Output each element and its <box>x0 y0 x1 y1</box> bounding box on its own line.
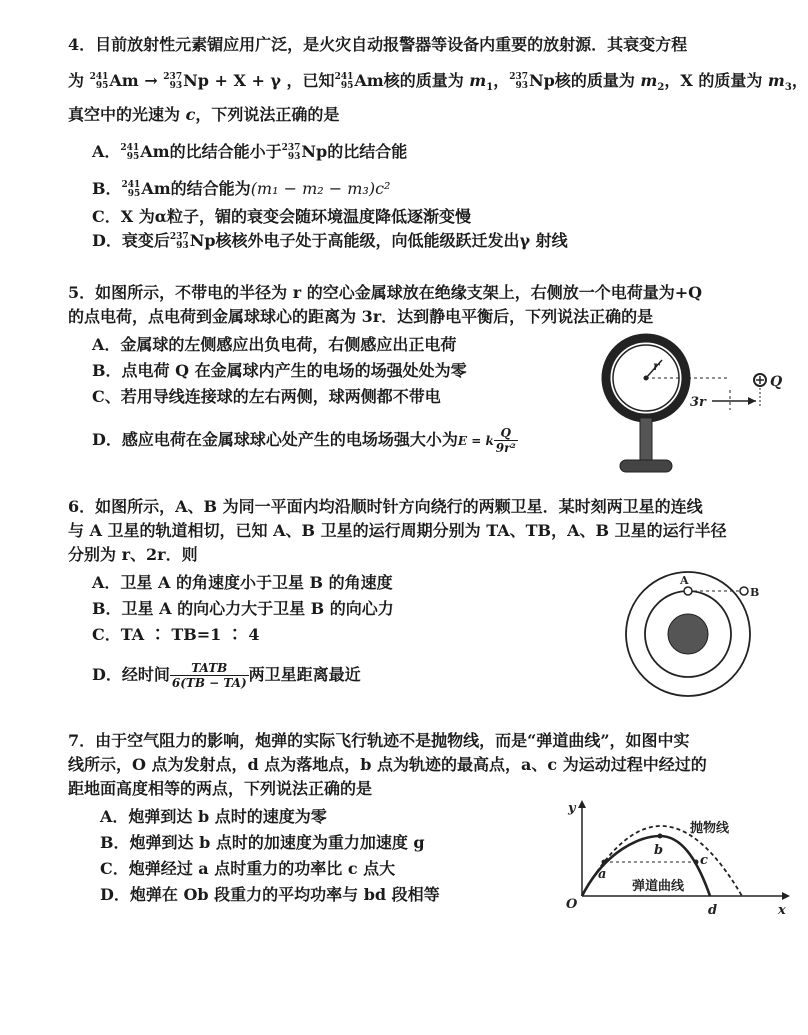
satellite-b <box>740 587 748 595</box>
q4-option-c: C．X 为α粒子，镅的衰变会随环境温度降低逐渐变慢 <box>92 207 472 226</box>
q5-option-b: B．点电荷 Q 在金属球内产生的电场的场强处处为零 <box>92 361 467 380</box>
np-isotope-prefix: 237 93 <box>163 71 183 91</box>
q5-option-a: A．金属球的左侧感应出负电荷，右侧感应出正电荷 <box>92 335 457 354</box>
q7-stem-line1: 7．由于空气阻力的影响，炮弹的实际飞行轨迹不是抛物线，而是“弹道曲线”，如图中实 <box>68 731 690 750</box>
q7-stem-line3: 距地面高度相等的两点，下列说法正确的是 <box>68 779 373 798</box>
stand-base <box>620 460 672 472</box>
radius-label: r <box>653 359 660 373</box>
distance-label: 3r <box>690 395 706 410</box>
q7-stem-line2: 线所示，O 点为发射点，d 点为落地点，b 点为轨迹的最高点，a、c 为运动过程中经过的 <box>68 755 707 774</box>
q4-stem-line3: 真空中的光速为 c，下列说法正确的是 <box>68 105 340 124</box>
q7-option-b: B．炮弹到达 b 点时的加速度为重力加速度 g <box>100 833 425 852</box>
q6-stem-line1: 6．如图所示，A、B 为同一平面内均沿顺时针方向绕行的两颗卫星．某时刻两卫星的连线 <box>68 497 703 516</box>
satellite-a <box>684 587 692 595</box>
charge-label: Q <box>770 374 783 390</box>
svg-text:d: d <box>708 903 718 918</box>
parabola-label: 抛物线 <box>690 821 730 836</box>
q6-option-d: D．经时间 $\frac{\text{TATB}}{6(TB - TA)}$ 两卫星距离最近 <box>92 661 361 690</box>
q5-option-c: C、若用导线连接球的左右两侧，球两侧都不带电 <box>92 387 441 406</box>
q4-option-b: B． 241 95 Am的结合能为(m₁ − m₂ − m₃)c² <box>92 179 391 199</box>
svg-text:y: y <box>568 801 576 816</box>
q4-equation-line: 为 241 95 Am → 237 93 Np + X + γ ，已知 241 95 Am核的质量为 $m_1$， 237 93 Np核的质量为 $m_2$，X 的质量为 $m_3$， <box>68 71 808 94</box>
q6-stem-line3: 分别为 r、2r．则 <box>68 545 198 564</box>
q6-option-c: C．TA ∶ TB=1 ∶ 4 <box>92 625 260 644</box>
q6-option-b: B．卫星 A 的向心力大于卫星 B 的向心力 <box>92 599 394 618</box>
svg-text:O: O <box>566 897 578 912</box>
q5-figure-metal-sphere <box>590 340 800 480</box>
am-isotope-prefix: 241 95 <box>89 71 109 91</box>
ballistic-label: 弹道曲线 <box>632 879 685 894</box>
q6-stem-line2: 与 A 卫星的轨道相切，已知 A、B 卫星的运行周期分别为 TA、TB，A、B 卫星的运行半径 <box>68 521 727 540</box>
svg-text:x: x <box>778 903 786 918</box>
label-a: A <box>680 574 689 587</box>
insulating-stand <box>640 418 652 460</box>
q6-option-a: A．卫星 A 的角速度小于卫星 B 的角速度 <box>92 573 393 592</box>
q7-option-d: D．炮弹在 Ob 段重力的平均功率与 bd 段相等 <box>100 885 440 904</box>
q5-option-d: D．感应电荷在金属球球心处产生的电场场强大小为E = k $\frac{Q}{\text{9r²}}$ <box>92 426 516 455</box>
q7-figure-trajectory <box>560 796 800 920</box>
q7-option-a: A．炮弹到达 b 点时的速度为零 <box>100 807 327 826</box>
q5-stem-line1: 5．如图所示，不带电的半径为 r 的空心金属球放在绝缘支架上，右侧放一个电荷量为+Q <box>68 283 703 302</box>
q5-stem-line2: 的点电荷，点电荷到金属球球心的距离为 3r．达到静电平衡后，下列说法正确的是 <box>68 307 654 326</box>
q4-stem-line1: 4．目前放射性元素镅应用广泛，是火灾自动报警器等设备内重要的放射源．其衰变方程 <box>68 35 688 54</box>
svg-text:a: a <box>598 867 607 882</box>
central-planet <box>668 614 708 654</box>
svg-text:c: c <box>700 853 708 868</box>
q4-option-a: A． 241 95 Am的比结合能小于 237 93 Np的比结合能 <box>92 142 408 162</box>
svg-text:b: b <box>654 843 664 858</box>
q6-figure-satellite-orbits <box>620 560 780 710</box>
label-b: B <box>750 586 760 599</box>
q4-option-d: D．衰变后 237 93 Np核核外电子处于高能级，向低能级跃迁发出γ 射线 <box>92 231 568 251</box>
q7-option-c: C．炮弹经过 a 点时重力的功率比 c 点大 <box>100 859 396 878</box>
